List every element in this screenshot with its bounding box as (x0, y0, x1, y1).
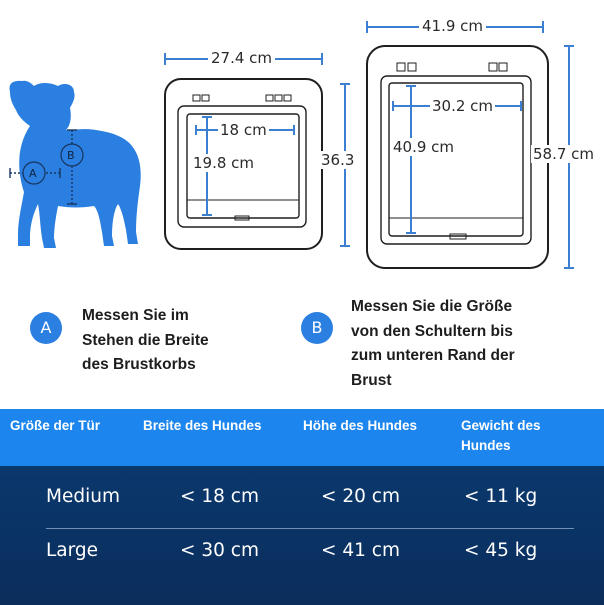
large-door-drawing (367, 46, 548, 268)
header-dog-weight: Gewicht des Hundes (461, 418, 541, 453)
table-cell: < 11 kg (464, 486, 538, 507)
product-diagram (0, 0, 604, 300)
table-cell: < 45 kg (464, 540, 538, 561)
instruction-b (351, 295, 515, 393)
table-cell: < 30 cm (180, 540, 259, 561)
size-table (0, 409, 604, 605)
instruction-a-line: des Brustkorbs (82, 356, 196, 373)
instruction-a (82, 304, 209, 378)
table-row-divider (46, 528, 574, 529)
header-door-size: Größe der Tür (10, 418, 101, 433)
large-outer-width-label: 41.9 cm (419, 17, 486, 35)
medium-outer-width-label: 27.4 cm (208, 49, 275, 67)
badge-a: A (30, 312, 62, 344)
medium-inner-height-label: 19.8 cm (193, 154, 255, 172)
instruction-b-line: Brust (351, 371, 392, 389)
instruction-a-line: Stehen die Breite (82, 331, 209, 349)
table-cell: < 18 cm (180, 486, 259, 507)
table-cell: Medium (46, 486, 120, 507)
instruction-b-line: von den Schultern bis (351, 322, 513, 340)
instruction-a-line: Messen Sie im (82, 307, 189, 324)
medium-inner-width-label: 18 cm (220, 121, 267, 139)
header-dog-height: Höhe des Hundes (303, 418, 418, 433)
instruction-b-line: zum unteren Rand der (351, 347, 515, 364)
table-cell: < 41 cm (321, 540, 400, 561)
table-cell: < 20 cm (321, 486, 400, 507)
medium-outer-height-label: 36.3 (321, 151, 355, 169)
large-outer-height-label: 58.7 cm (533, 145, 595, 163)
dog-label-b: B (67, 149, 75, 162)
table-cell: Large (46, 540, 99, 561)
large-inner-width-label: 30.2 cm (432, 97, 494, 115)
header-dog-width: Breite des Hundes (143, 418, 262, 433)
instruction-b-line: Messen Sie die Größe (351, 298, 513, 315)
size-table-header (0, 409, 604, 466)
badge-b: B (301, 312, 333, 344)
dog-label-a: A (29, 167, 37, 180)
large-inner-height-label: 40.9 cm (393, 138, 455, 156)
